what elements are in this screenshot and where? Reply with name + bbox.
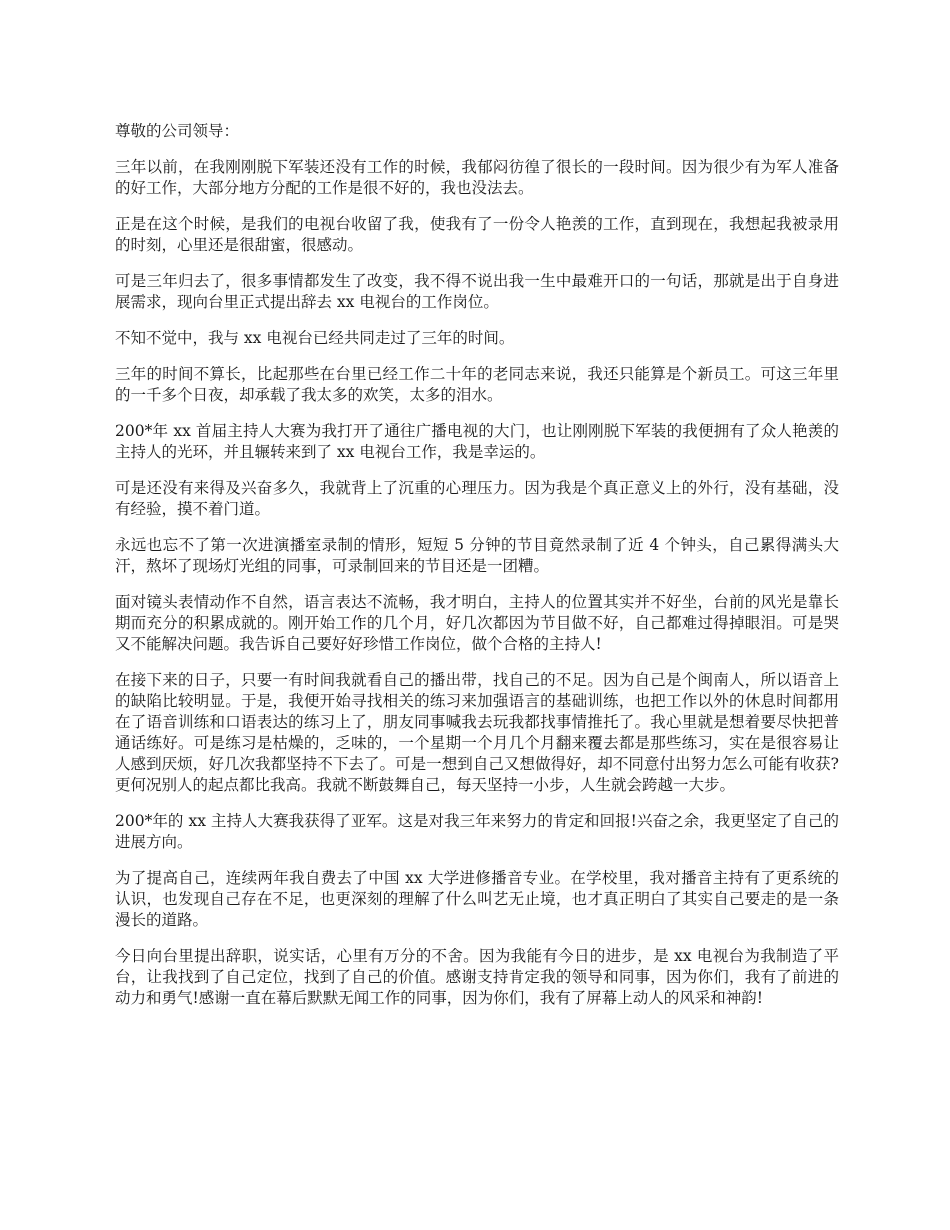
paragraph-10: 在接下来的日子，只要一有时间我就看自己的播出带，找自己的不足。因为自己是个闽南人，所以语音上的缺陷比较明显。于是，我便开始寻找相关的练习来加强语言的基础训练，也把工作以外的休息时间都用在了语音训练和口语表达的练习上了，朋友同事喊我去玩我都找事情推托了。我心里就是想着要尽快把普通话练好。可是练习是枯燥的，乏味的，一个星期一个月几个月翻来覆去都是那些练习，实在是很容易让人感到厌烦，好几次我都坚持不下去了。可是一想到自己又想做得好，却不同意付出努力怎么可能有收获?更何况别人的起点都比我高。我就不断鼓舞自己，每天坚持一小步，人生就会跨越一大步。 [115, 671, 839, 794]
paragraph-9: 面对镜头表情动作不自然，语言表达不流畅，我才明白，主持人的位置其实并不好坐，台前的风光是靠长期而充分的积累成就的。刚开始工作的几个月，好几次都因为节目做不好，自己都难过得掉眼泪。可是哭又不能解决问题。我告诉自己要好好珍惜工作岗位，做个合格的主持人! [115, 593, 839, 653]
paragraph-1: 三年以前，在我刚刚脱下军装还没有工作的时候，我郁闷彷徨了很长的一段时间。因为很少有为军人准备的好工作，大部分地方分配的工作是很不好的，我也没法去。 [115, 158, 839, 197]
paragraph-2: 正是在这个时候，是我们的电视台收留了我，使我有了一份令人艳羡的工作，直到现在，我想起我被录用的时刻，心里还是很甜蜜，很感动。 [115, 215, 839, 254]
paragraph-5: 三年的时间不算长，比起那些在台里已经工作二十年的老同志来说，我还只能算是个新员工。可这三年里的一千多个日夜，却承载了我太多的欢笑，太多的泪水。 [115, 365, 839, 404]
paragraph-8: 永远也忘不了第一次进演播室录制的情形，短短 5 分钟的节目竟然录制了近 4 个钟头，自己累得满头大汗，熬坏了现场灯光组的同事，可录制回来的节目还是一团糟。 [115, 536, 839, 575]
letter-body [115, 121, 839, 1024]
salutation: 尊敬的公司领导： [115, 122, 240, 140]
paragraph-7: 可是还没有来得及兴奋多久，我就背上了沉重的心理压力。因为我是个真正意义上的外行，没有基础，没有经验，摸不着门道。 [115, 479, 839, 518]
paragraph-11: 200*年的 xx 主持人大赛我获得了亚军。这是对我三年来努力的肯定和回报!兴奋之余，我更坚定了自己的进展方向。 [115, 812, 839, 851]
paragraph-12: 为了提高自己，连续两年我自费去了中国 xx 大学进修播音专业。在学校里，我对播音主持有了更系统的认识，也发现自己存在不足，也更深刻的理解了什么叫艺无止境，也才真正明白了其实自己要走的是一条漫长的道路。 [115, 869, 839, 929]
paragraph-3: 可是三年归去了，很多事情都发生了改变，我不得不说出我一生中最难开口的一句话，那就是出于自身进展需求，现向台里正式提出辞去 xx 电视台的工作岗位。 [115, 272, 839, 311]
paragraph-4: 不知不觉中，我与 xx 电视台已经共同走过了三年的时间。 [115, 329, 515, 347]
paragraph-6: 200*年 xx 首届主持人大赛为我打开了通往广播电视的大门，也让刚刚脱下军装的我便拥有了众人艳羡的主持人的光环，并且辗转来到了 xx 电视台工作，我是幸运的。 [115, 422, 839, 461]
paragraph-13: 今日向台里提出辞职，说实话，心里有万分的不舍。因为我能有今日的进步，是 xx 电视台为我制造了平台，让我找到了自己定位，找到了自己的价值。感谢支持肯定我的领导和同事，因为你们，我有了前进的动力和勇气!感谢一直在幕后默默无闻工作的同事，因为你们，我有了屏幕上动人的风采和神韵! [115, 947, 839, 1007]
